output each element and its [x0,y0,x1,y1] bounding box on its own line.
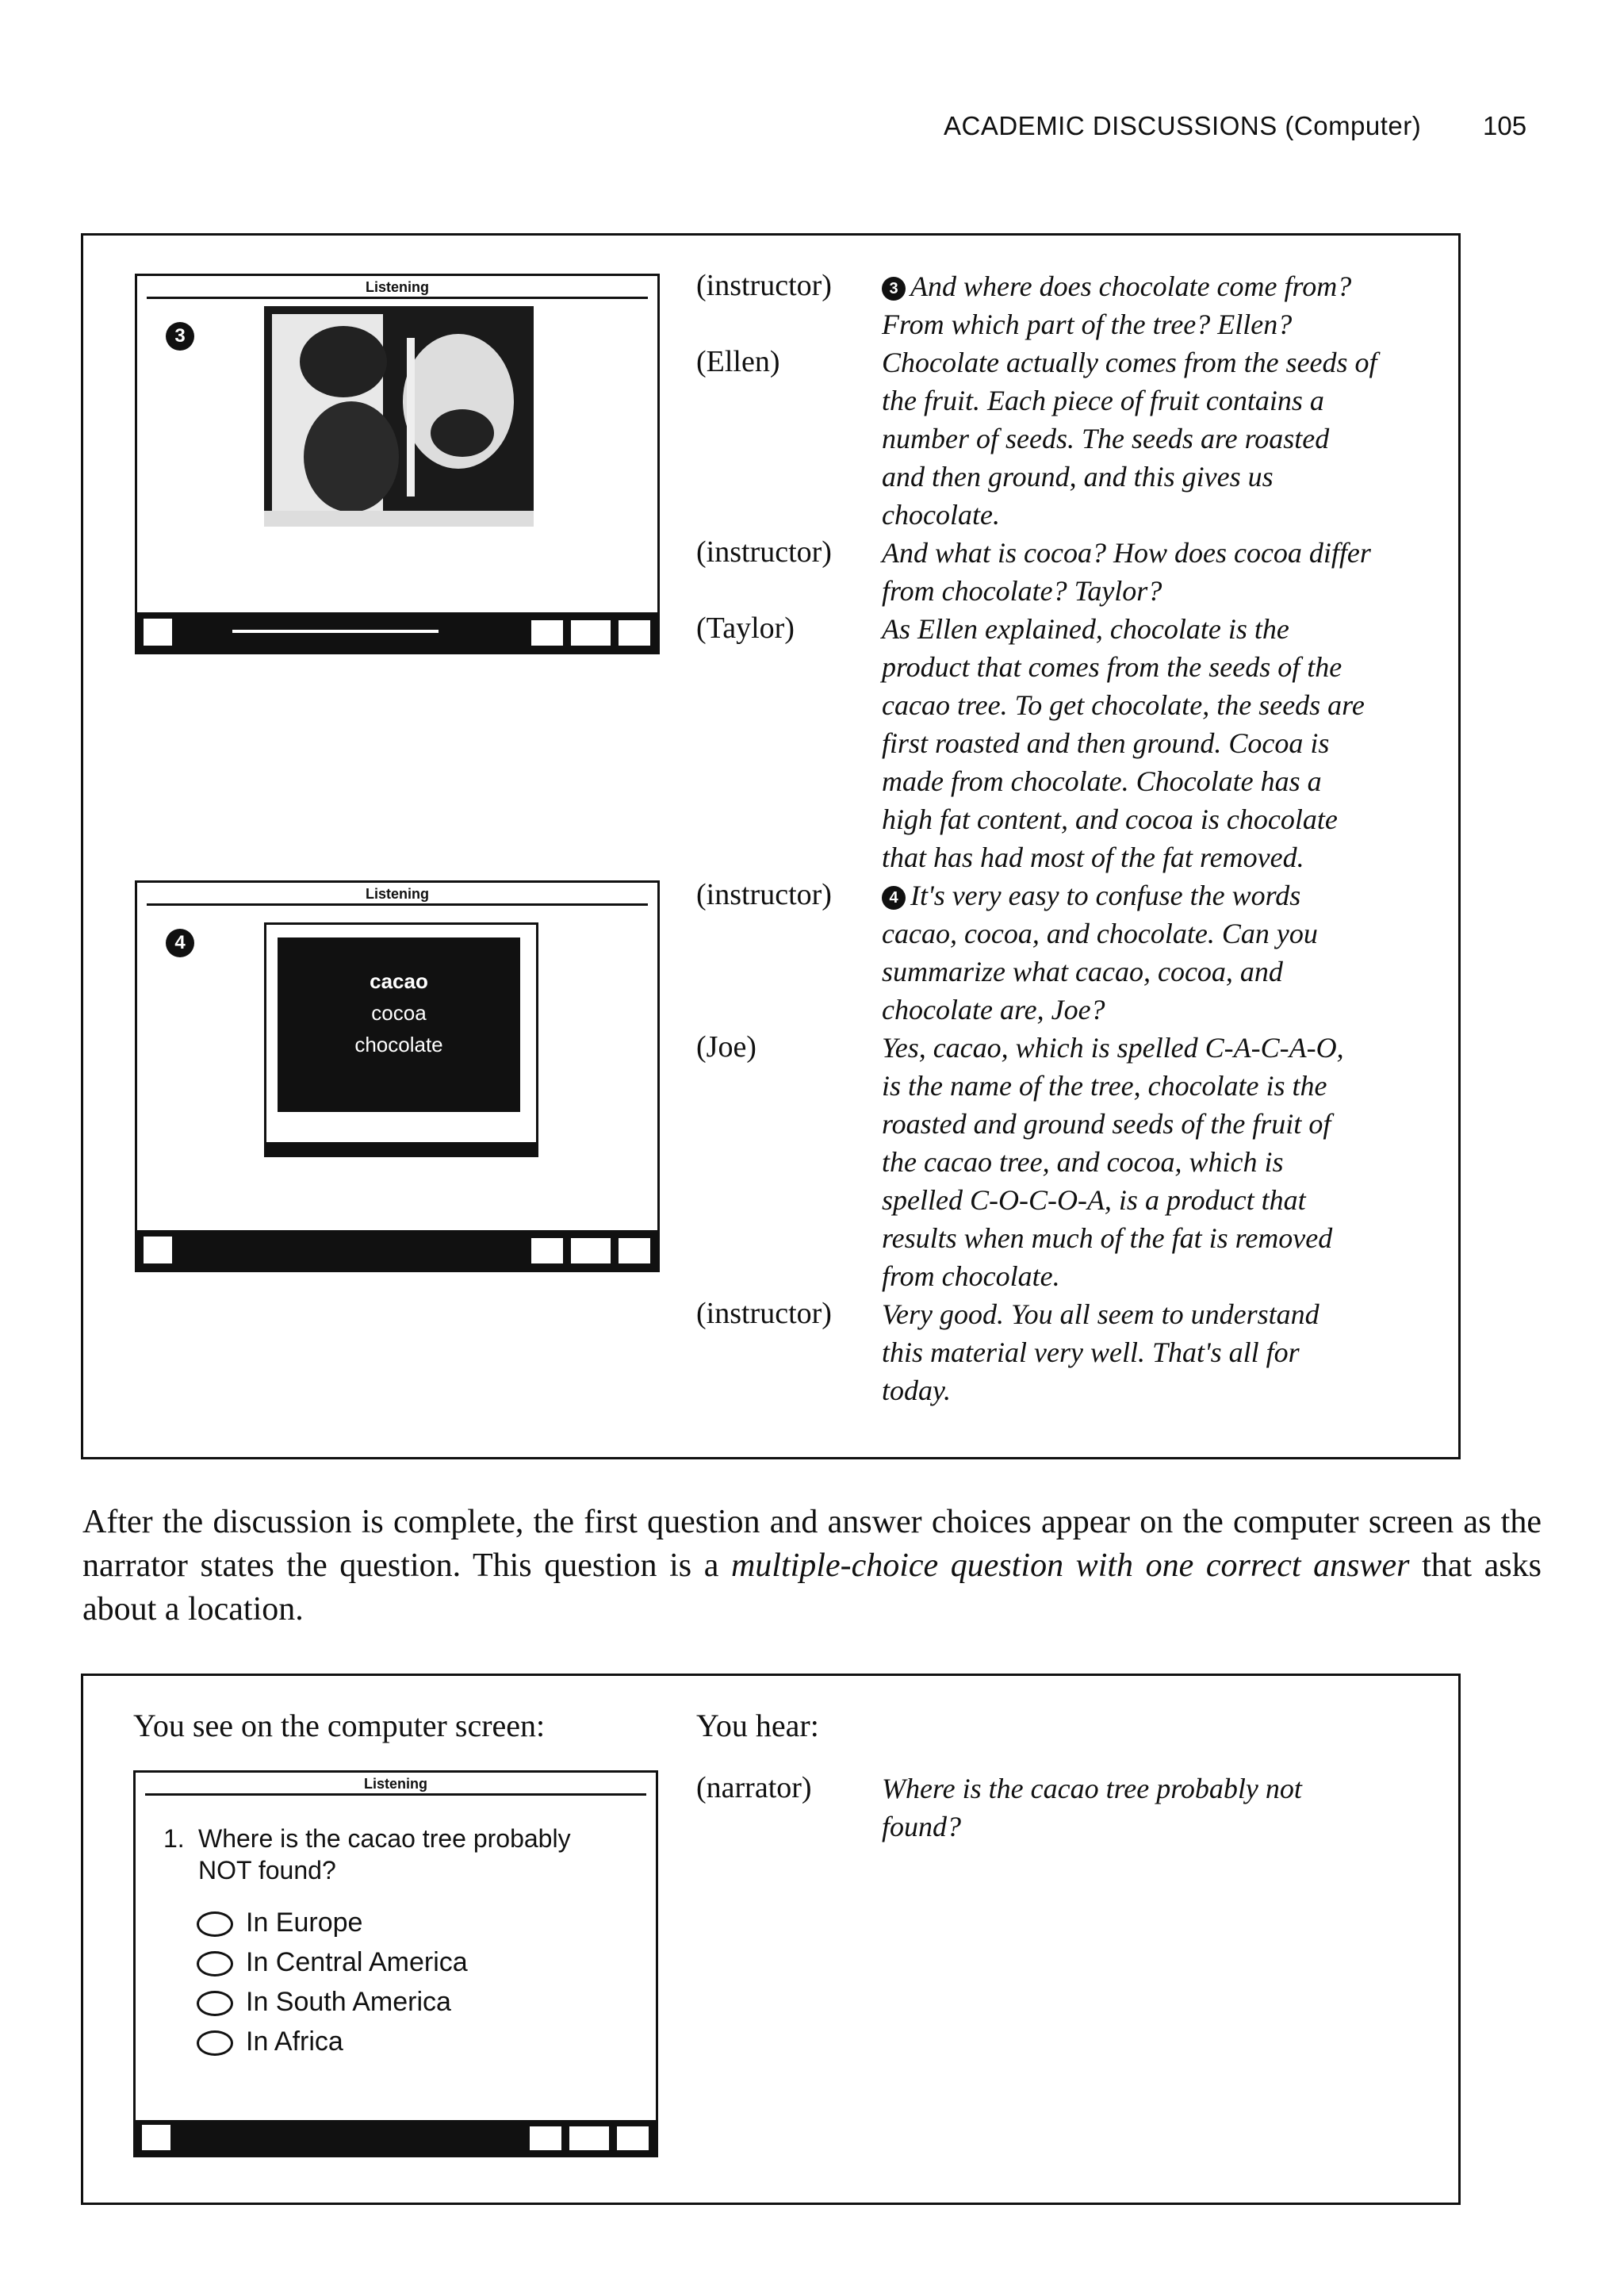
dialogue-line: 3 And where does chocolate come from? [882,270,1351,303]
dialogue-line: made from chocolate. Chocolate has a [882,765,1322,797]
hear-label: You hear: [696,1708,819,1743]
speaker-label: (instructor) [696,535,832,569]
dialogue-line: from chocolate? Taylor? [882,575,1162,607]
title-divider [147,903,648,906]
speaker-label: (Taylor) [696,612,795,645]
dialogue-line: chocolate. [882,499,1000,531]
step-4-marker: 4 [882,886,906,910]
dialogue-line: high fat content, and cocoa is chocolate [882,803,1338,835]
next-button[interactable] [617,1237,652,1265]
dialogue-line: Chocolate actually comes from the seeds of [882,347,1377,378]
running-header: ACADEMIC DISCUSSIONS (Computer) [944,111,1422,140]
dialogue-line: first roasted and then ground. Cocoa is [882,727,1330,759]
dialogue-line: the cacao tree, and cocoa, which is [882,1146,1284,1178]
radio-icon[interactable] [197,1951,233,1977]
speaker-label: (instructor) [696,1297,832,1330]
speaker-label: (instructor) [696,269,832,302]
answer-option[interactable]: In South America [197,1986,451,2018]
narrator-line: Where is the cacao tree probably not [882,1773,1302,1804]
answer-option[interactable]: In Central America [197,1946,468,1978]
question-line-1: Where is the cacao tree probably [198,1824,571,1853]
video-frame [264,306,534,527]
dialogue-line: chocolate are, Joe? [882,994,1105,1026]
chalkboard [278,937,520,1112]
clock-icon[interactable] [140,2123,172,2152]
dialogue-line: number of seeds. The seeds are roasted [882,423,1330,454]
next-button[interactable] [615,2125,650,2152]
dialogue-line: product that comes from the seeds of the [882,651,1342,683]
dialogue-line: roasted and ground seeds of the fruit of [882,1108,1331,1140]
clock-icon[interactable] [142,1235,174,1265]
dialogue-line: results when much of the fat is removed [882,1222,1333,1254]
control-bar [137,1230,657,1270]
explanation-paragraph: After the discussion is complete, the first question and answer choices appear on the computer screen as the narrator states the question. This question is a multiple-choice question with one correct answer that asks about a location. [82,1504,1542,1628]
radio-icon[interactable] [197,1991,233,2016]
ok-button[interactable] [569,1237,612,1265]
question-line-2: NOT found? [198,1856,336,1884]
listening-screen-3 [135,274,660,654]
dialogue-line: today. [882,1375,951,1406]
dialogue-line: cacao tree. To get chocolate, the seeds are [882,689,1365,721]
screen-title: Listening [366,279,429,295]
question-type-emphasis: multiple-choice question with one correct answer [730,1547,1410,1584]
people-silhouette-icon [264,306,534,527]
dialogue-line: and then ground, and this gives us [882,461,1274,493]
word-cocoa: cocoa [371,1001,427,1025]
dialogue-line: Yes, cacao, which is spelled C-A-C-A-O, [882,1032,1344,1064]
dialogue-line: cacao, cocoa, and chocolate. Can you [882,918,1318,949]
narrator-label: (narrator) [696,1771,812,1804]
dialogue-line: this material very well. That's all for [882,1336,1300,1368]
narrator-line: found? [882,1811,962,1842]
dialogue-line: And what is cocoa? How does cocoa differ [882,537,1371,569]
back-button[interactable] [530,1237,565,1265]
dialogue-line: From which part of the tree? Ellen? [882,309,1293,340]
back-button[interactable] [528,2125,563,2152]
step-4-badge: 4 [166,929,194,957]
word-cacao: cacao [370,969,428,993]
ok-button[interactable] [569,619,612,647]
answer-option[interactable]: In Europe [197,1907,362,1938]
video-scrubber[interactable] [266,1142,536,1155]
dialogue-line: Very good. You all seem to understand [882,1298,1320,1330]
answer-option[interactable]: In Africa [197,2026,343,2057]
clock-icon[interactable] [142,617,174,647]
dialogue-line: 4 It's very easy to confuse the words [882,879,1300,912]
dialogue-line: that has had most of the fat removed. [882,842,1304,873]
step-3-badge: 3 [166,322,194,351]
next-button[interactable] [617,619,652,647]
video-frame [264,922,538,1157]
speaker-label: (Joe) [696,1030,756,1064]
title-divider [145,1793,646,1796]
back-button[interactable] [530,619,565,647]
dialogue-line: from chocolate. [882,1260,1060,1292]
dialogue-line: the fruit. Each piece of fruit contains a [882,385,1324,416]
ok-button[interactable] [568,2125,611,2152]
word-chocolate: chocolate [354,1033,443,1056]
dialogue-line: summarize what cacao, cocoa, and [882,956,1283,987]
radio-icon[interactable] [197,2030,233,2056]
control-bar [136,2120,656,2155]
screen-title: Listening [366,886,429,902]
speaker-label: (instructor) [696,878,832,911]
listening-screen-4 [135,880,660,1272]
control-bar [137,612,657,652]
progress-track [232,630,439,633]
screen-title: Listening [364,1776,427,1792]
step-3-marker: 3 [882,277,906,301]
speaker-label: (Ellen) [696,345,780,378]
dialogue-line: is the name of the tree, chocolate is the [882,1070,1327,1102]
page-number: 105 [1483,111,1527,140]
question-number: 1. [163,1824,185,1853]
radio-icon[interactable] [197,1911,233,1937]
title-divider [147,297,648,299]
dialogue-line: As Ellen explained, chocolate is the [882,613,1289,645]
dialogue-line: spelled C-O-C-O-A, is a product that [882,1184,1306,1216]
see-label: You see on the computer screen: [133,1708,546,1743]
